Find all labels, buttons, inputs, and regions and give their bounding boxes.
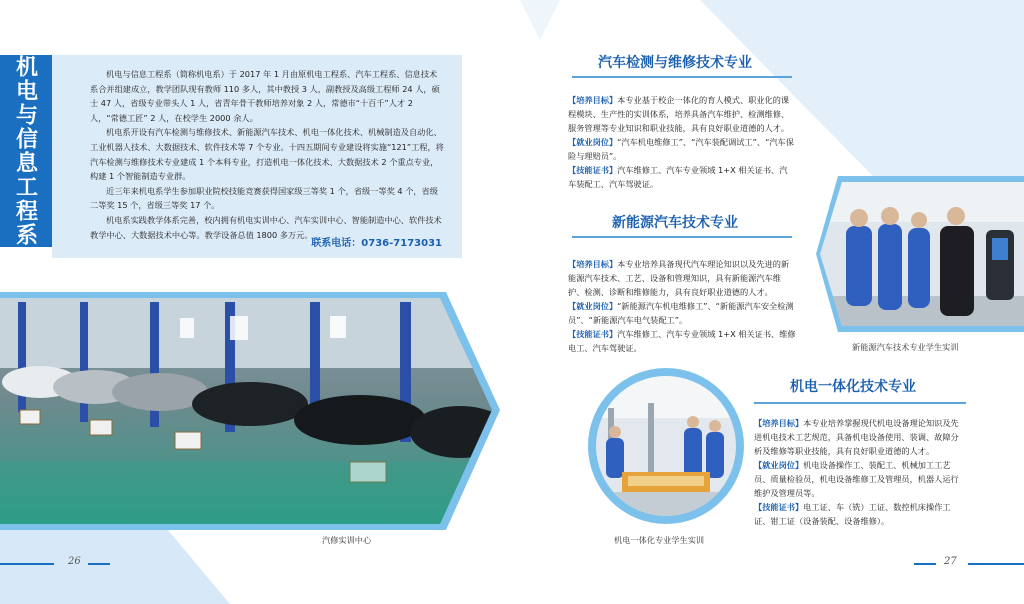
caption-workshop: 汽修实训中心 bbox=[322, 535, 372, 545]
department-intro bbox=[52, 55, 462, 258]
section-body-new-energy bbox=[568, 257, 796, 355]
tag-training-goal: 【培养目标】 bbox=[568, 259, 618, 269]
tag-training-goal: 【培养目标】 bbox=[568, 95, 618, 105]
page-number-line bbox=[968, 563, 1024, 565]
text-jobs: “汽车机电维修工”、“汽车装配调试工”、“汽车保险与理赔员”。 bbox=[568, 137, 794, 161]
tag-training-goal: 【培养目标】 bbox=[754, 418, 804, 428]
section-title-mechatronics: 机电一体化技术专业 bbox=[790, 379, 916, 395]
page-number-right: 27 bbox=[944, 556, 957, 567]
intro-paragraph: 近三年来机电系学生参加职业院校技能竞赛获得国家级三等奖 1 个，省级一等奖 4 个，省级二等奖 15 个，省级三等奖 17 个。 bbox=[90, 185, 438, 211]
text-jobs: “新能源汽车机电维修工”、“新能源汽车安全检测员”、“新能源汽车电气装配工”。 bbox=[568, 301, 794, 325]
department-title: 机电与信息工程系 bbox=[12, 55, 39, 247]
section-underline bbox=[572, 236, 792, 238]
caption-mech-training: 机电一体化专业学生实训 bbox=[614, 535, 705, 545]
text-certificates: 汽车维修工、汽车专业领域 1+X 相关证书、维修电工、汽车驾驶证。 bbox=[568, 329, 796, 353]
mech-training-photo bbox=[588, 368, 744, 524]
contact-phone: 联系电话：0736-7173031 bbox=[311, 238, 442, 250]
text-training-goal: 本专业培养掌握现代机电设备理论知识及先进机电技术工艺规范，具备机电设备使用、装调、故障分析及维修等职业技能，具有良好职业道德的人才。 bbox=[754, 418, 959, 456]
page-number-left: 26 bbox=[68, 556, 81, 567]
tag-jobs: 【就业岗位】 bbox=[568, 137, 618, 147]
text-certificates: 汽车维修工、汽车专业领域 1+X 相关证书、汽车装配工、汽车驾驶证。 bbox=[568, 165, 788, 189]
tag-certificates: 【技能证书】 bbox=[568, 165, 618, 175]
section-underline bbox=[572, 76, 792, 78]
section-body-auto-repair bbox=[568, 93, 794, 191]
ev-training-photo bbox=[816, 176, 1024, 332]
page-number-line bbox=[914, 563, 936, 565]
tag-certificates: 【技能证书】 bbox=[754, 502, 804, 512]
page-number-line bbox=[0, 563, 54, 565]
section-title-new-energy: 新能源汽车技术专业 bbox=[612, 215, 738, 231]
intro-paragraph: 机电系实践教学体系完善，校内拥有机电实训中心、汽车实训中心、智能制造中心、软件技术教学中心、大数据技术中心等。教学设备总值 1800 多万元。 bbox=[90, 214, 442, 240]
tag-jobs: 【就业岗位】 bbox=[754, 460, 804, 470]
text-training-goal: 本专业培养具备现代汽车理论知识以及先进的新能源汽车技术、工艺、设备和管理知识，具有新能源汽车维护、检测、诊断和维修能力，具有良好职业道德的人才。 bbox=[568, 259, 790, 297]
department-title-bar bbox=[0, 55, 52, 247]
text-jobs: 机电设备操作工、装配工、机械加工工艺员、质量检验员，机电设备维修工及管理员，机器人运行维护及管理员等。 bbox=[754, 460, 959, 498]
tag-certificates: 【技能证书】 bbox=[568, 329, 618, 339]
section-title-auto-repair: 汽车检测与维修技术专业 bbox=[598, 55, 752, 71]
caption-ev-training: 新能源汽车技术专业学生实训 bbox=[852, 342, 959, 352]
text-certificates: 电工证、车（铣）工证、数控机床操作工证、钳工证（设备装配、设备维修）。 bbox=[754, 502, 951, 526]
intro-paragraph: 机电与信息工程系（简称机电系）于 2017 年 1 月由原机电工程系、汽车工程系、信息技术系合并组建成立，教学团队现有教师 110 多人，其中教授 3 人，副教授及高级工程师 24 人，硕士 47 人，省级专业带头人 1 人，省青年骨干教师培养对象 2 人，常德市“十百千”人才 2 人，“常德工匠” 2 人，在校学生 2000 余人。 bbox=[90, 69, 440, 123]
page-number-line bbox=[88, 563, 110, 565]
tag-jobs: 【就业岗位】 bbox=[568, 301, 618, 311]
section-body-mechatronics bbox=[754, 416, 966, 528]
intro-paragraph: 机电系开设有汽车检测与维修技术、新能源汽车技术、机电一体化技术、机械制造及自动化、工业机器人技术、大数据技术、软件技术等 7 个专业。十四五期间专业建设将实施“121”工程，将汽车检测与维修技术专业建成 1 个本科专业，打造机电一体化技术、大数据技术 2 个重点专业，构建 1 个智能制造专业群。 bbox=[90, 127, 444, 182]
workshop-photo bbox=[0, 292, 500, 530]
section-underline bbox=[754, 402, 966, 404]
text-training-goal: 本专业基于校企一体化的育人模式、职业化的课程模块、生产性的实训体系，培养具备汽车维护、检测维修、服务管理等专业知识和职业技能，具有良好职业道德的人才。 bbox=[568, 95, 790, 133]
